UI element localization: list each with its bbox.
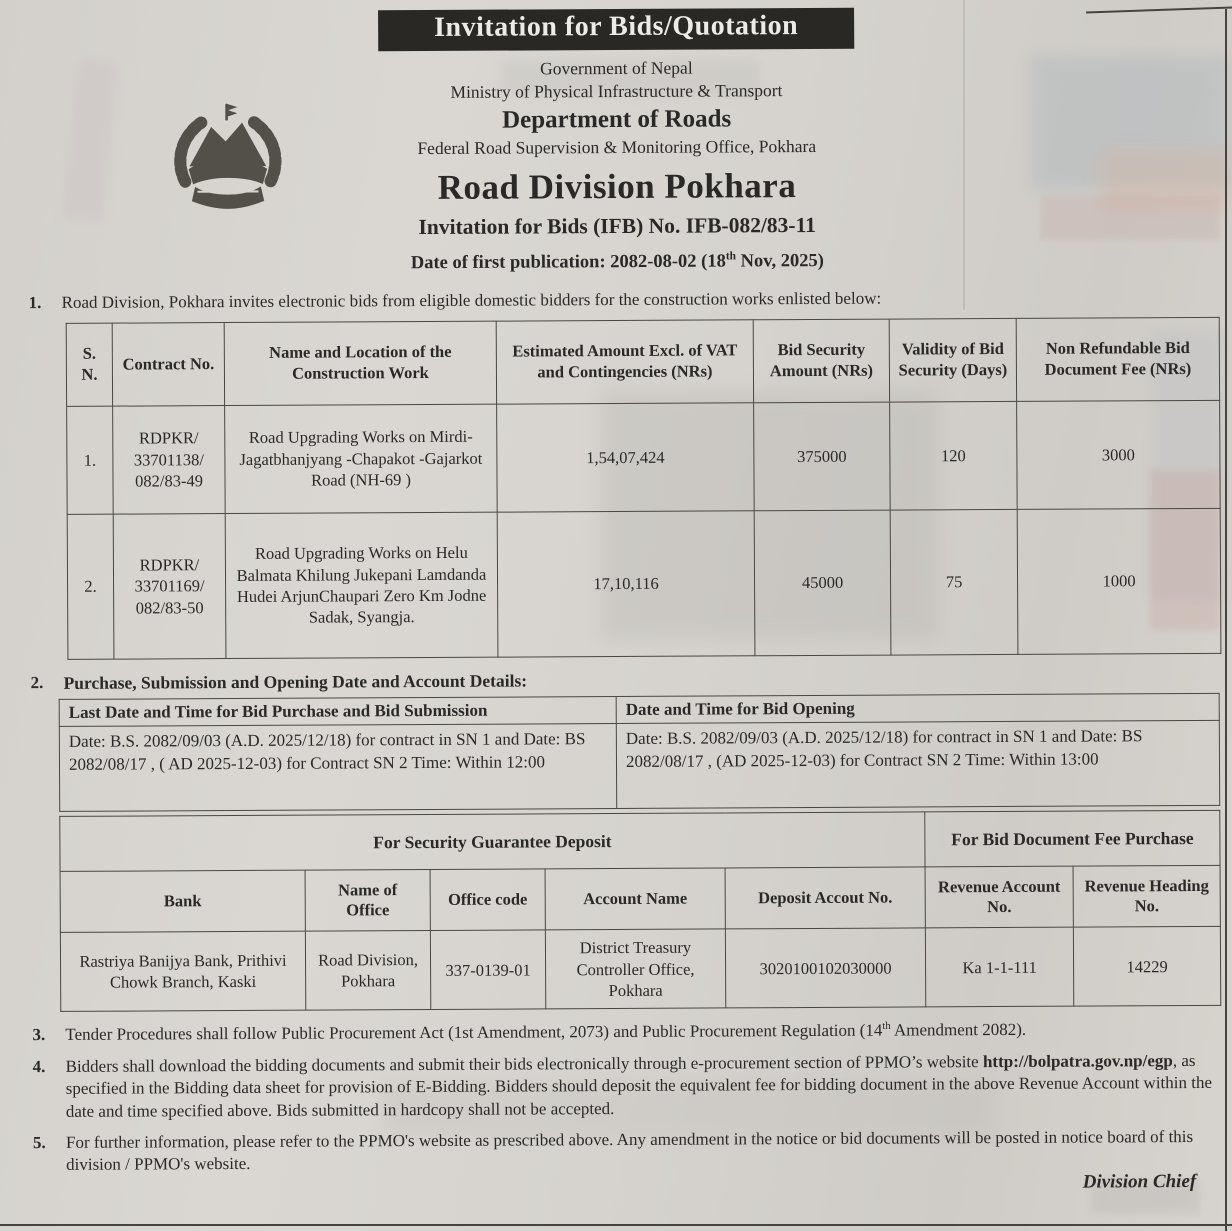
- col-header-deposit-account: Deposit Accout No.: [725, 867, 925, 929]
- purchase-submission-header: Last Date and Time for Bid Purchase and Bid Submission: [59, 697, 616, 727]
- item-3: [5, 1018, 1232, 1047]
- ifb-number-line: Invitation for Bids (IFB) No. IFB-082/83-11: [418, 213, 816, 240]
- col-header-bid-security: Bid Security Amount (NRs): [753, 319, 889, 403]
- works-table-row-1: [67, 400, 1221, 514]
- col-header-work-name: Name and Location of the Construction Work: [224, 321, 496, 405]
- item-4: [6, 1050, 1232, 1124]
- item-1-number: 1.: [28, 293, 42, 313]
- account-name-value: District Treasury Controller Office, Pokhara: [545, 929, 725, 1009]
- item-2-number: 2.: [30, 673, 44, 693]
- row1-sn: 1.: [67, 406, 114, 514]
- nepal-emblem-icon: [167, 102, 290, 215]
- row1-estimated-amount: 1,54,07,424: [497, 403, 755, 512]
- bid-opening-header: Date and Time for Bid Opening: [616, 694, 1219, 724]
- item-3-text-pre: Tender Procedures shall follow Public Procurement Act (1st Amendment, 2073) and Public Procurement Regulation (14: [65, 1020, 883, 1045]
- dates-value-row: [59, 721, 1219, 812]
- publication-date-pre: Date of first publication: 2082-08-02 (18: [410, 251, 726, 274]
- col-header-revenue-heading: Revenue Heading No.: [1073, 866, 1220, 928]
- row2-validity: 75: [890, 509, 1018, 655]
- row2-document-fee: 1000: [1017, 508, 1221, 654]
- deposit-account-value: 3020100102030000: [725, 928, 925, 1008]
- col-header-office-code: Office code: [430, 869, 545, 931]
- item-1-text: Road Division, Pokhara invites electronic bids from eligible domestic bidders for the construction works enlisted below:: [61, 289, 882, 313]
- col-header-document-fee: Non Refundable Bid Document Fee (NRs): [1016, 317, 1219, 401]
- row2-sn: 2.: [67, 514, 114, 659]
- government-line: Government of Nepal: [540, 57, 693, 79]
- item-3-text-sup: th: [882, 1021, 891, 1033]
- account-details-table: [59, 810, 1221, 1012]
- bid-opening-dates: Date: B.S. 2082/09/03 (A.D. 2025/12/18) for contract in SN 1 and Date: BS 2082/08/17 , (AD 2025-12-03) for Contract SN 2 Time: Within 13:00: [616, 721, 1219, 809]
- item-4-text-end: , as specified in the Bidding data sheet for provision of E-Bidding. Bidders should deposit the equivalent fee for bidding document in the above Revenue Account within the date and time specified above. Bids submitted in hardcopy shall not be accepted.: [65, 1050, 1213, 1121]
- item-2: [4, 666, 1232, 696]
- item-5-number: 5.: [32, 1132, 46, 1152]
- division-title: Road Division Pokhara: [437, 165, 797, 207]
- office-line: Federal Road Supervision & Monitoring Office, Pokhara: [417, 135, 817, 159]
- account-value-row: [60, 927, 1220, 1012]
- item-2-title: Purchase, Submission and Opening Date and Account Details:: [63, 670, 528, 693]
- item-5-text: For further information, please refer to the PPMO's website as prescribed above. Any amendment in the notice or bid documents will be posted in notice board of this division / PPMO's website.: [65, 1126, 1194, 1175]
- row2-estimated-amount: 17,10,116: [497, 511, 755, 657]
- item-4-text-start: Bidders shall download the bidding documents and submit their bids electronically through e-procurement section of PPMO’s website: [65, 1051, 983, 1076]
- col-header-estimated-amount: Estimated Amount Excl. of VAT and Contingencies (NRs): [496, 320, 753, 404]
- row1-document-fee: 3000: [1017, 400, 1221, 509]
- col-header-office-name: Name of Office: [305, 870, 430, 932]
- item-1: [2, 286, 1232, 315]
- row1-bid-security: 375000: [754, 402, 891, 511]
- row1-work-name: Road Upgrading Works on Mirdi-Jagatbhanjyang -Chapakot -Gajarkot Road (NH-69 ): [225, 404, 498, 513]
- item-3-number: 3.: [32, 1025, 46, 1045]
- office-name-value: Road Division, Pokhara: [305, 931, 430, 1011]
- publication-date-line: [1, 247, 1232, 278]
- construction-works-table: [66, 317, 1222, 660]
- row2-contract-no: RDPKR/ 33701169/ 082/83-50: [113, 514, 226, 660]
- purchase-submission-dates: Date: B.S. 2082/09/03 (A.D. 2025/12/18) for contract in SN 1 and Date: BS 2082/08/17 , ( AD 2025-12-03) for Contract SN 2 Time: Within 12:00: [59, 724, 616, 812]
- security-deposit-group-header: For Security Guarantee Deposit: [60, 812, 925, 872]
- publication-date-post: Nov, 2025): [735, 251, 824, 272]
- item-4-number: 4.: [32, 1056, 46, 1076]
- col-header-contract-no: Contract No.: [112, 323, 224, 407]
- department-title: Department of Roads: [501, 104, 732, 134]
- procurement-website-url: http://bolpatra.gov.np/egp: [982, 1050, 1173, 1071]
- account-subheader-row: [60, 866, 1220, 933]
- item-4-text: [66, 1050, 1222, 1124]
- row1-contract-no: RDPKR/ 33701138/ 082/83-49: [113, 406, 226, 515]
- item-3-text-post: Amendment 2082).: [890, 1020, 1027, 1040]
- works-table-row-2: [67, 508, 1221, 659]
- col-header-sn: S. N.: [66, 323, 112, 406]
- works-table-header-row: [66, 317, 1219, 406]
- bank-value: Rastriya Banijya Bank, Prithivi Chowk Branch, Kaski: [60, 931, 305, 1011]
- column-rule-bottom: [0, 1224, 1232, 1226]
- revenue-heading-value: 14229: [1073, 927, 1220, 1007]
- publication-date-sup: th: [725, 250, 737, 263]
- col-header-validity: Validity of Bid Security (Days): [889, 318, 1016, 402]
- signature-title: Division Chief: [1082, 1170, 1197, 1193]
- row2-work-name: Road Upgrading Works on Helu Balmata Khilung Jukepani Lamdanda Hudei ArjunChaupari Zero Km Jodne Sadak, Syangja.: [225, 512, 498, 658]
- item-5: [6, 1125, 1232, 1177]
- notice-banner-title: Invitation for Bids/Quotation: [378, 8, 854, 51]
- col-header-account-name: Account Name: [545, 868, 725, 930]
- bid-fee-group-header: For Bid Document Fee Purchase: [925, 811, 1220, 868]
- account-group-header-row: [60, 811, 1220, 872]
- item-3-text: [65, 1018, 1221, 1047]
- bid-dates-table: [59, 693, 1221, 812]
- col-header-bank: Bank: [60, 870, 305, 932]
- row1-validity: 120: [890, 401, 1018, 510]
- col-header-revenue-account: Revenue Account No.: [925, 866, 1073, 928]
- ministry-line: Ministry of Physical Infrastructure & Transport: [450, 79, 783, 102]
- revenue-account-value: Ka 1-1-111: [925, 927, 1073, 1007]
- office-code-value: 337-0139-01: [430, 930, 545, 1010]
- row2-bid-security: 45000: [754, 510, 891, 656]
